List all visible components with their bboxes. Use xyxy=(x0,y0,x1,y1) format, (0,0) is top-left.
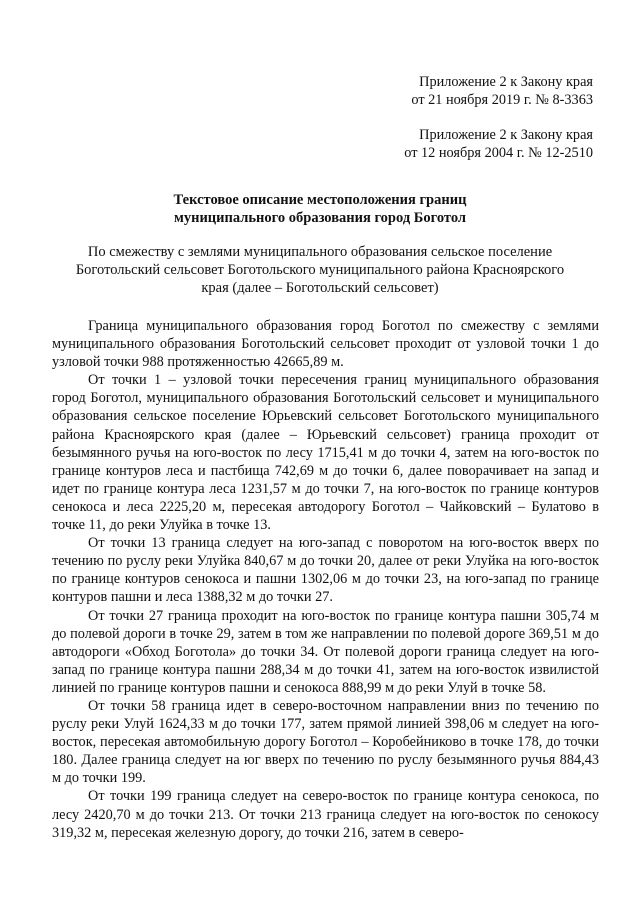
appendix-date-line: от 12 ноября 2004 г. № 12-2510 xyxy=(404,145,593,161)
appendix-line: Приложение 2 к Закону края xyxy=(419,127,593,143)
appendix-note-2019 xyxy=(411,73,593,109)
document-title xyxy=(0,191,640,227)
section-heading xyxy=(0,243,640,297)
body-text xyxy=(52,317,599,842)
appendix-date-line: от 21 ноября 2019 г. № 8-3363 xyxy=(411,92,593,108)
appendix-line: Приложение 2 к Закону края xyxy=(419,74,593,90)
section-heading-line-3: края (далее – Боготольский сельсовет) xyxy=(201,280,439,296)
section-heading-line-2: Боготольский сельсовет Боготольского муниципального района Красноярского xyxy=(75,262,565,278)
title-line-2: муниципального образования город Боготол xyxy=(173,210,467,226)
paragraph: От точки 1 – узловой точки пересечения границ муниципального образования город Боготол, муниципального образования Боготольский сельсовет и муниципального образования сельское поселение Юрьевский сельсовет Боготольского муниципального района Красноярского края (далее – Юрьевский сельсовет) граница проходит от безымянного ручья на юго-восток по лесу 1715,41 м до точки 4, затем на юго-восток по границе контуров леса и пастбища 742,69 м до точки 6, далее поворачивает на запад и идет по границе контура леса 1231,57 м до точки 7, на юго-восток по границе контуров сенокоса и леса 2225,20 м, пересекая автодорогу Боготол – Чайковский – Булатово в точке 11, до реки Улуйка в точке 13. xyxy=(52,372,599,534)
paragraph: От точки 27 граница проходит на юго-восток по границе контура пашни 305,74 м до полевой дороги в точке 29, затем в том же направлении по полевой дороге 369,51 м до автодороги «Обход Боготола» до точки 34. От полевой дороги граница следует на юго-запад по границе контура пашни 288,34 м до точки 41, затем на юго-восток извилистой линией по границе контуров пашни и сенокоса 888,99 м до реки Улуй в точке 58. xyxy=(52,607,599,696)
title-line-1: Текстовое описание местоположения границ xyxy=(173,192,467,208)
paragraph: От точки 199 граница следует на северо-восток по границе контура сенокоса, по лесу 2420,70 м до точки 213. От точки 213 граница следует на юго-восток по сенокосу 319,32 м, пересекая железную дорогу, до точки 216, затем в северо- xyxy=(52,788,599,841)
appendix-note-2004 xyxy=(404,126,593,162)
paragraph: Граница муниципального образования город Боготол по смежеству с землями муниципального образования Боготольский сельсовет проходит от узловой точки 1 до узловой точки 988 протяженностью 42665,89 м. xyxy=(52,318,599,371)
section-heading-line-1: По смежеству с землями муниципального образования сельское поселение xyxy=(87,244,553,260)
paragraph: От точки 58 граница идет в северо-восточном направлении вниз по течению по руслу реки Улуй 1624,33 м до точки 177, затем прямой линией 398,06 м следует на юго-восток, пересекая автомобильную дорогу Боготол – Коробейниково в точке 178, до точки 180. Далее граница следует на юг вверх по течению по руслу безымянного ручья 884,43 м до точки 199. xyxy=(52,697,599,787)
paragraph: От точки 13 граница следует на юго-запад с поворотом на юго-восток вверх по течению по руслу реки Улуйка 840,67 м до точки 20, далее от реки Улуйка на юго-восток по границе контуров сенокоса и пашни 1302,06 м до точки 23, на юго-запад по границе контуров пашни и леса 1388,32 м до точки 27. xyxy=(52,535,599,606)
